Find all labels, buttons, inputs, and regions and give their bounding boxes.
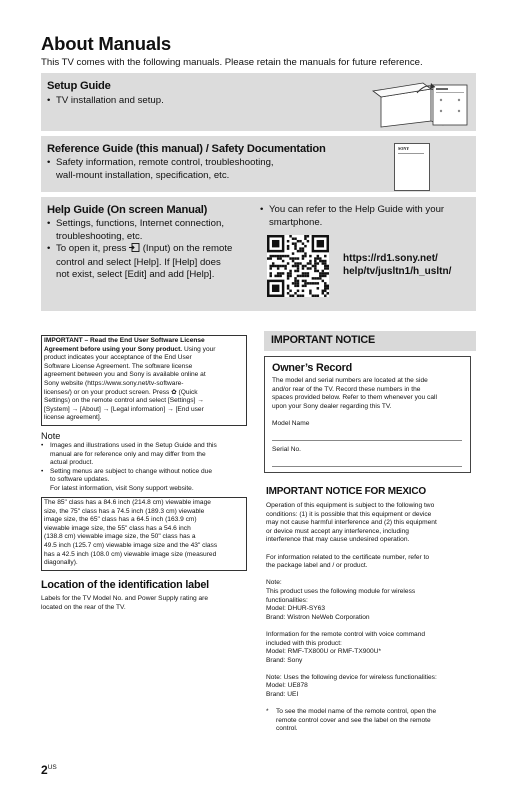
help-guide-smartphone-line2: smartphone. — [269, 216, 323, 228]
mexico-line: the package label and / or product. — [266, 562, 368, 570]
mexico-line: Information for the remote control with voice command — [266, 630, 426, 638]
mexico-text — [266, 502, 476, 734]
owners-record-text — [272, 377, 468, 411]
eula-line9: license agreement]. — [44, 414, 102, 422]
help-guide-smartphone-line1: • You can refer to the Help Guide with your — [260, 204, 475, 217]
reference-guide-box — [41, 136, 476, 192]
help-guide-bullet-2-line2: control and select [Help]. If [Help] does — [56, 256, 221, 268]
mexico-line: Model: RMF-TX800U or RMF-TX900U* — [266, 648, 382, 656]
booklet-line — [398, 153, 424, 154]
important-notice-bar — [264, 331, 476, 351]
eula-line6: licenses/) or on your product screen. Press ✿ (Quick — [44, 388, 198, 396]
owners-record-line3: spaces provided below. Refer to them whenever you call — [272, 394, 437, 402]
mexico-line: included with this product: — [266, 639, 342, 647]
mexico-paragraph-5 — [266, 674, 476, 700]
help-guide-right-text — [260, 204, 475, 229]
important-notice-heading: IMPORTANT NOTICE — [271, 334, 375, 346]
note-bullet2-line1: • Setting menus are subject to change without notice due — [41, 468, 246, 477]
reference-guide-bullet-line1: • Safety information, remote control, troubleshooting, — [47, 157, 274, 170]
reference-guide-heading: Reference Guide (this manual) / Safety Documentation — [47, 143, 326, 155]
class-size-line7: has a 42.5 inch (108.0 cm) viewable image size (measured — [44, 550, 217, 558]
note-bullet2-line2: to software updates. — [50, 476, 110, 484]
mexico-footnote — [266, 708, 476, 734]
model-name-label: Model Name — [272, 420, 310, 427]
mexico-footnote-text — [276, 708, 476, 734]
serial-no-line[interactable] — [272, 466, 462, 467]
reference-guide-booklet — [394, 143, 430, 191]
page-intro: This TV comes with the following manuals. Please retain the manuals for future reference. — [41, 57, 423, 68]
class-size-line6: 49.5 inch (125.7 cm) viewable image size and the 43" class — [44, 541, 218, 549]
mexico-line: Model: UE878 — [266, 682, 308, 690]
mexico-paragraph-2 — [266, 554, 476, 571]
eula-bold-line1: IMPORTANT – Read the End User Software License — [44, 337, 205, 344]
location-heading: Location of the identification label — [41, 579, 209, 591]
help-guide-box — [41, 197, 476, 311]
setup-guide-bullet: • TV installation and setup. — [47, 95, 164, 108]
page-number-value: 2 — [41, 763, 48, 777]
eula-line4: agreement between you and Sony is available online at — [44, 371, 206, 379]
help-guide-left-text — [47, 218, 252, 282]
owners-record-line2: and/or rear of the TV. Record these numbers in the — [272, 385, 421, 393]
note-bullet2-line3: For latest information, visit Sony support website. — [50, 484, 194, 492]
mexico-line: interference that may cause undesired operation. — [266, 536, 410, 544]
reference-guide-bullet — [47, 157, 274, 182]
class-size-line4: viewable image size, the 55" class has a 54.6 inch — [44, 524, 191, 532]
class-size-line8: diagonally). — [44, 559, 78, 567]
owners-record-box — [264, 356, 471, 473]
mexico-line: Note: — [266, 579, 282, 587]
help-guide-url-line1[interactable]: https://rd1.sony.net/ — [343, 253, 438, 264]
help-guide-press-text: To open it, press — [56, 243, 130, 255]
location-text — [41, 595, 246, 612]
eula-line2: product indicates your acceptance of the End User — [44, 354, 192, 362]
serial-no-label: Serial No. — [272, 446, 301, 453]
note-list — [41, 442, 246, 494]
mexico-line: control. — [276, 725, 298, 733]
mexico-paragraph-4 — [266, 631, 476, 665]
setup-guide-box — [41, 73, 476, 131]
mexico-line: This product uses the following module for wireless — [266, 587, 416, 595]
footnote-mark: * — [266, 708, 269, 716]
mexico-line: To see the model name of the remote control, open the — [276, 708, 437, 716]
help-guide-bullet-2-line1 — [47, 243, 252, 257]
mexico-paragraph-1 — [266, 502, 476, 545]
note-bullet1-line3: actual product. — [50, 459, 94, 467]
class-size-line1: The 85" class has a 84.6 inch (214.8 cm) viewable image — [44, 499, 211, 506]
note-heading: Note — [41, 431, 61, 441]
input-icon — [129, 243, 140, 257]
help-guide-bullet-1-line1: • Settings, functions, Internet connection, — [47, 218, 252, 231]
help-guide-url[interactable] — [343, 252, 451, 278]
page-number-suffix: US — [47, 764, 57, 771]
class-size-line2: size, the 75" class has a 74.5 inch (189.3 cm) viewable — [44, 507, 205, 515]
eula-line3: Software License Agreement. The software license — [44, 362, 193, 370]
location-line1: Labels for the TV Model No. and Power Supply rating are — [41, 595, 209, 602]
note-bullet1-line2: manual are for reference only and may differ from the — [50, 450, 206, 458]
class-size-line5: (138.8 cm) viewable image size, the 50" class has a — [44, 533, 196, 541]
mexico-line: For information related to the certificate number, refer to — [266, 553, 430, 561]
mexico-paragraph-3 — [266, 579, 476, 622]
class-size-line3: image size, the 65" class has a 64.5 inch (163.9 cm) — [44, 516, 197, 524]
page-title: About Manuals — [41, 33, 171, 54]
model-name-line[interactable] — [272, 440, 462, 441]
owners-record-line1: The model and serial numbers are located at the side — [272, 377, 428, 384]
eula-line7: Settings) on the remote control and select [Settings] → — [44, 397, 204, 405]
mexico-line: remote control cover and see the label on the remote — [276, 716, 431, 724]
owners-record-heading: Owner’s Record — [272, 362, 353, 374]
qr-code — [267, 235, 329, 297]
help-guide-bullet-2-line3: not exist, select [Edit] and add [Help]. — [56, 269, 215, 281]
help-guide-heading: Help Guide (On screen Manual) — [47, 204, 208, 216]
mexico-line: or device must accept any interference, including — [266, 527, 409, 535]
mexico-line: Brand: UEI — [266, 691, 299, 699]
class-size-box — [41, 497, 247, 571]
eula-line5: Sony website (https://www.sony.net/tv-software- — [44, 379, 184, 387]
mexico-line: may not cause harmful interference and (2) this equipment — [266, 519, 437, 527]
location-line2: located on the rear of the TV. — [41, 603, 126, 611]
mexico-line: Operation of this equipment is subject to the following two — [266, 502, 435, 509]
mexico-line: conditions: (1) it is possible that this equipment or device — [266, 510, 432, 518]
mexico-line: Model: DHUR-SY63 — [266, 605, 325, 613]
eula-line8: [System] → [About] → [Legal information] → [End user — [44, 405, 204, 413]
help-guide-url-line2[interactable]: help/tv/jusltn1/h_usltn/ — [343, 266, 452, 277]
setup-guide-heading: Setup Guide — [47, 80, 111, 92]
eula-box — [41, 335, 247, 426]
eula-bold-line2: Agreement before using your Sony product. — [44, 345, 183, 353]
mexico-line: Brand: Sony — [266, 656, 303, 664]
help-guide-input-text: (Input) on the remote — [140, 243, 233, 255]
page-number — [41, 763, 57, 777]
reference-guide-bullet-line2: wall-mount installation, specification, etc. — [56, 169, 230, 181]
setup-guide-illustration — [371, 79, 471, 129]
note-bullet1-line1: • Images and illustrations used in the Setup Guide and this — [41, 442, 246, 451]
owners-record-line4: upon your Sony dealer regarding this TV. — [272, 402, 392, 410]
mexico-line: Brand: Wistron NeWeb Corporation — [266, 613, 370, 621]
mexico-line: Note: Uses the following device for wireless functionalities: — [266, 673, 437, 681]
booklet-brand: SONY — [398, 146, 410, 151]
mexico-heading: IMPORTANT NOTICE FOR MEXICO — [266, 486, 426, 497]
eula-line1-rest: Using your — [182, 345, 216, 353]
help-guide-bullet-1-line2: troubleshooting, etc. — [56, 230, 143, 242]
mexico-line: functionalities: — [266, 596, 308, 604]
